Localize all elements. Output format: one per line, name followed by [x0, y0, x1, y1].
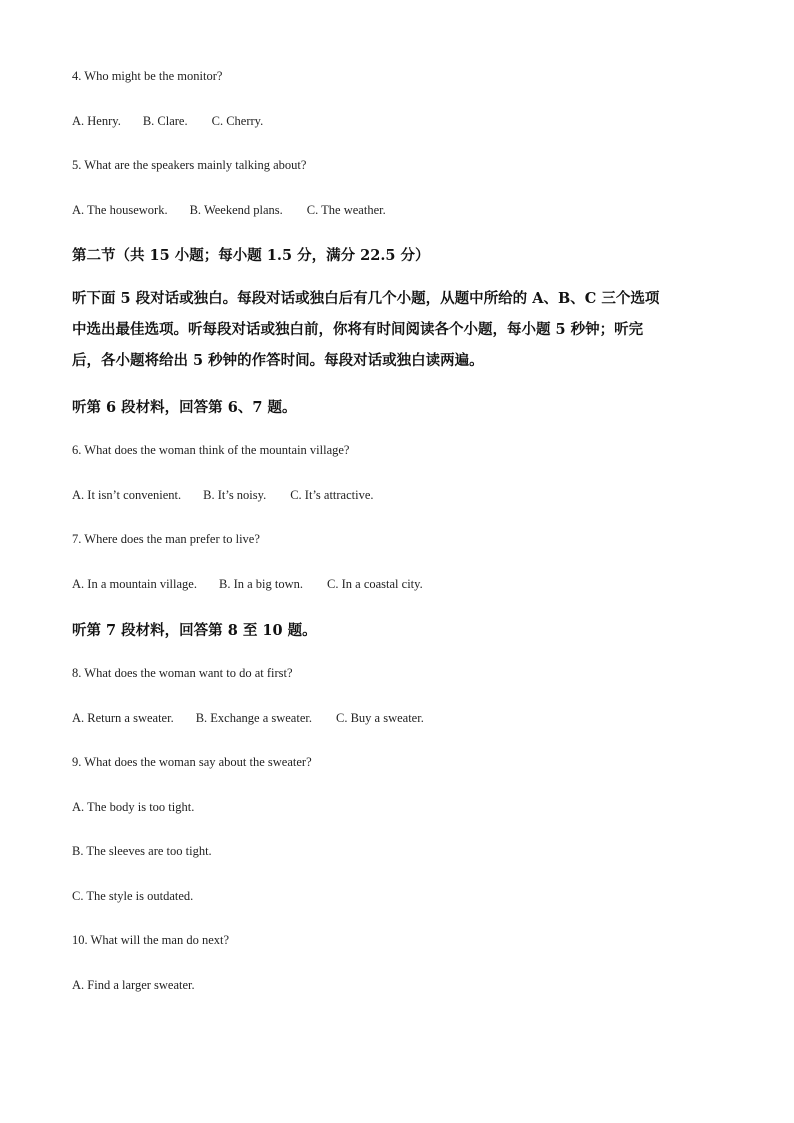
section-2-instructions: [72, 283, 722, 376]
option-5a: A. The housework.: [72, 203, 168, 217]
option-9a: A. The body is too tight.: [72, 800, 195, 814]
question-8-stem: 8. What does the woman want to do at first?: [72, 666, 293, 680]
material-6-heading: 听第 6 段材料，回答第 6、7 题。: [72, 399, 297, 416]
question-5-options: [72, 202, 386, 218]
option-9c: C. The style is outdated.: [72, 889, 194, 903]
option-8a: A. Return a sweater.: [72, 711, 174, 725]
option-6b: B. It’s noisy.: [203, 488, 267, 502]
option-6a: A. It isn’t convenient.: [72, 488, 182, 502]
instruction-line: 后，各小题将给出 5 秒钟的作答时间。每段对话或独白读两遍。: [72, 352, 484, 369]
option-7a: A. In a mountain village.: [72, 577, 197, 591]
question-8-options: [72, 710, 424, 726]
question-7-options: [72, 576, 423, 592]
option-7c: C. In a coastal city.: [327, 577, 423, 591]
question-10-stem: 10. What will the man do next?: [72, 933, 230, 947]
option-5b: B. Weekend plans.: [189, 203, 283, 217]
option-4a: A. Henry.: [72, 114, 121, 128]
option-4c: C. Cherry.: [211, 114, 264, 128]
option-8b: B. Exchange a sweater.: [195, 711, 312, 725]
option-6c: C. It’s attractive.: [290, 488, 374, 502]
question-7-stem: 7. Where does the man prefer to live?: [72, 532, 260, 546]
instruction-line: 听下面 5 段对话或独白。每段对话或独白后有几个小题，从题中所给的 A、B、C 三个选项: [72, 290, 660, 307]
option-10a: A. Find a larger sweater.: [72, 978, 195, 992]
option-5c: C. The weather.: [306, 203, 386, 217]
section-2-title: 第二节（共 15 小题；每小题 1.5 分，满分 22.5 分）: [72, 247, 430, 264]
option-9b: B. The sleeves are too tight.: [72, 844, 212, 858]
option-7b: B. In a big town.: [218, 577, 304, 591]
instruction-line: 中选出最佳选项。听每段对话或独白前，你将有时间阅读各个小题，每小题 5 秒钟；听完: [72, 321, 644, 338]
question-9-stem: 9. What does the woman say about the sweater?: [72, 755, 312, 769]
question-4-stem: 4. Who might be the monitor?: [72, 69, 223, 83]
option-8c: C. Buy a sweater.: [335, 711, 424, 725]
question-4-options: [72, 113, 263, 129]
material-7-heading: 听第 7 段材料，回答第 8 至 10 题。: [72, 622, 317, 639]
option-4b: B. Clare.: [142, 114, 188, 128]
question-6-stem: 6. What does the woman think of the mountain village?: [72, 443, 350, 457]
question-5-stem: 5. What are the speakers mainly talking about?: [72, 158, 307, 172]
question-6-options: [72, 487, 374, 503]
